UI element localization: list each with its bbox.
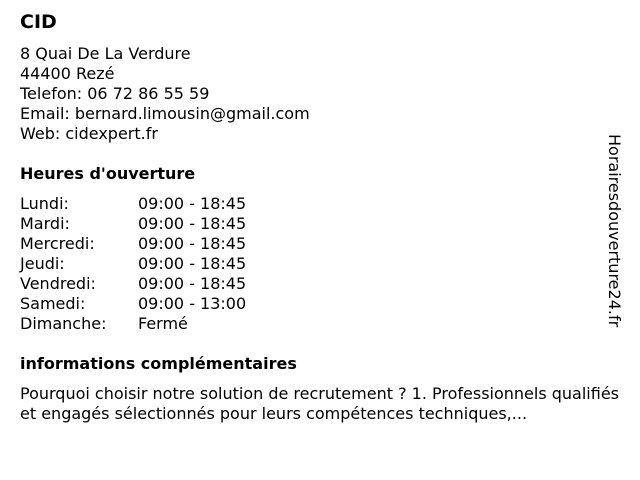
email: Email: bernard.limousin@gmail.com	[20, 104, 310, 123]
hours-day: Jeudi:	[20, 254, 65, 273]
hours-row	[20, 314, 246, 334]
business-name: CID	[20, 11, 57, 33]
hours-day: Samedi:	[20, 294, 86, 313]
hours-table	[20, 194, 246, 334]
street-address: 8 Quai De La Verdure	[20, 44, 191, 63]
hours-day: Lundi:	[20, 194, 69, 213]
hours-time: Fermé	[138, 314, 188, 333]
hours-time: 09:00 - 18:45	[138, 234, 247, 253]
hours-row	[20, 214, 246, 234]
hours-time: 09:00 - 18:45	[138, 194, 247, 213]
phone: Telefon: 06 72 86 55 59	[20, 84, 210, 103]
info-description: Pourquoi choisir notre solution de recrutement ? 1. Professionnels qualifiés et engagés sélectionnés pour leurs compétences techniques,...	[20, 384, 619, 423]
hours-row	[20, 194, 246, 214]
info-heading: informations complémentaires	[20, 354, 297, 373]
hours-day: Vendredi:	[20, 274, 96, 293]
hours-time: 09:00 - 13:00	[138, 294, 247, 313]
hours-row	[20, 254, 246, 274]
hours-time: 09:00 - 18:45	[138, 254, 247, 273]
watermark-brand: Horairesdouverture24.fr	[605, 134, 624, 328]
hours-heading: Heures d'ouverture	[20, 164, 196, 183]
hours-day: Mardi:	[20, 214, 70, 233]
hours-row	[20, 274, 246, 294]
contact-block	[20, 44, 310, 144]
website: Web: cidexpert.fr	[20, 124, 158, 143]
hours-day: Mercredi:	[20, 234, 95, 253]
hours-time: 09:00 - 18:45	[138, 214, 247, 233]
city: 44400 Rezé	[20, 64, 115, 83]
hours-row	[20, 234, 246, 254]
hours-day: Dimanche:	[20, 314, 107, 333]
hours-time: 09:00 - 18:45	[138, 274, 247, 293]
hours-row	[20, 294, 246, 314]
